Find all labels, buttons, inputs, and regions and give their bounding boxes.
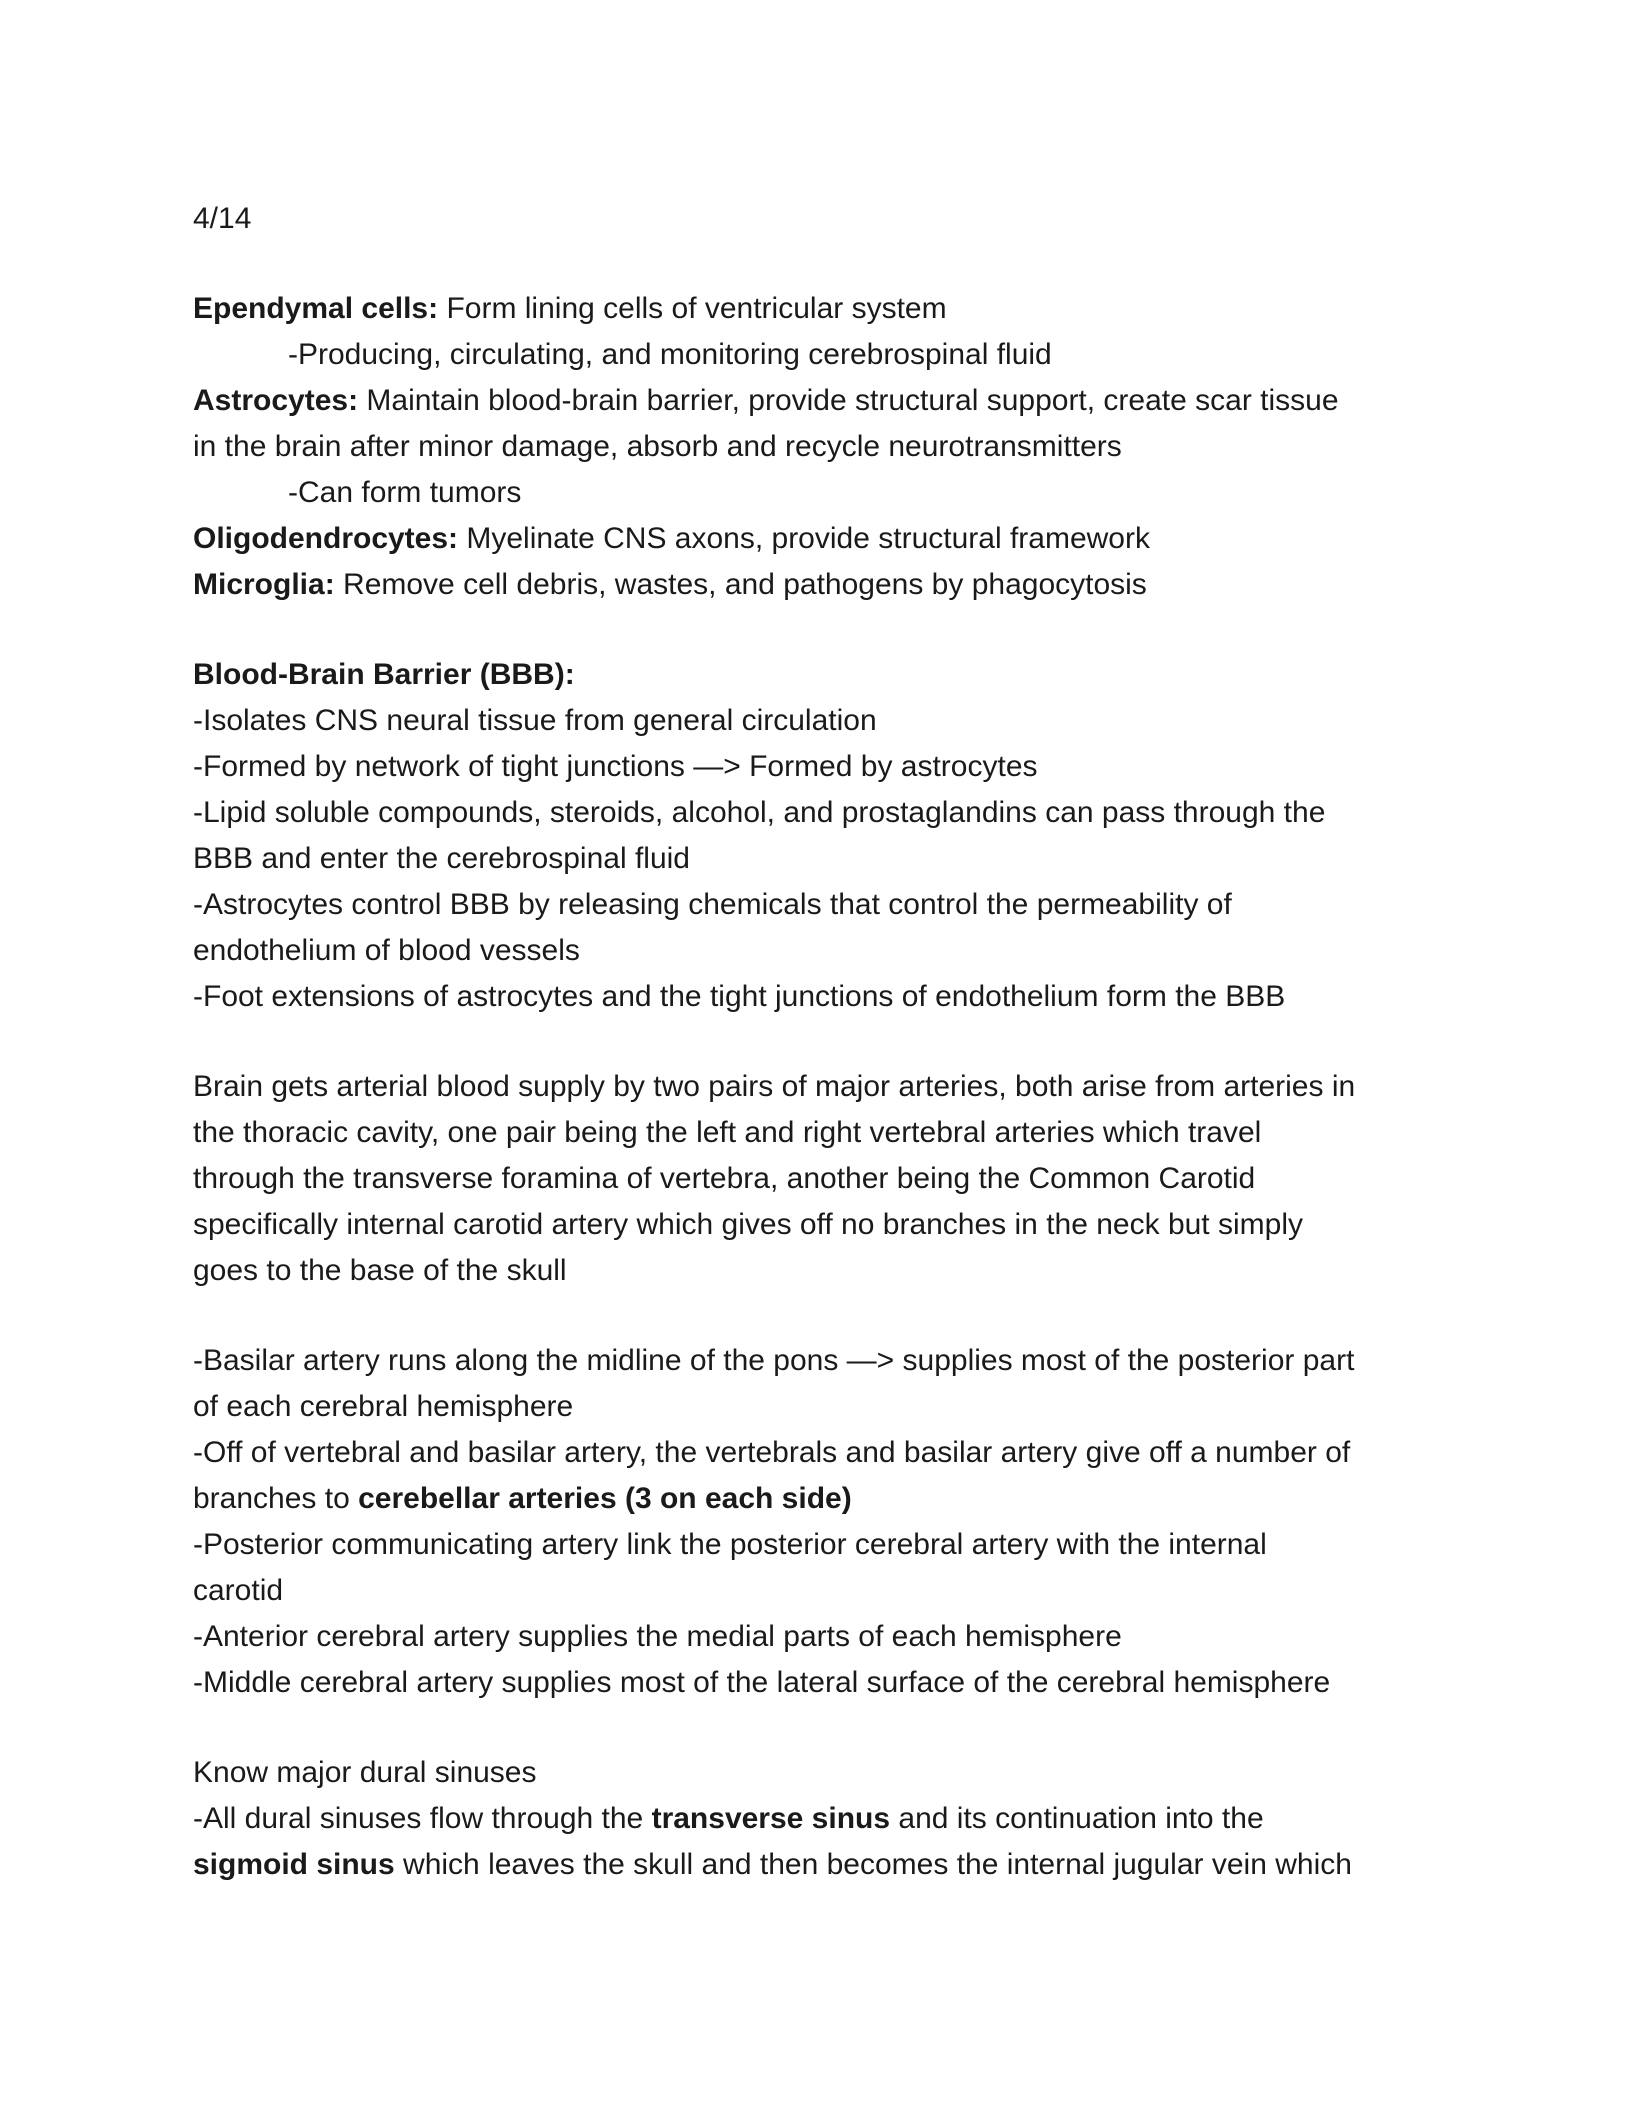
bbb-line: -Astrocytes control BBB by releasing chemicals that control the permeability of: [193, 888, 1232, 921]
artery-text: branches to: [193, 1482, 359, 1515]
artery-line: -Anterior cerebral artery supplies the medial parts of each hemisphere: [193, 1620, 1122, 1653]
astrocytes-line-2: in the brain after minor damage, absorb and recycle neurotransmitters: [193, 430, 1122, 463]
artery-line: carotid: [193, 1574, 284, 1607]
astrocytes-desc: Maintain blood-brain barrier, provide structural support, create scar tissue: [358, 384, 1339, 417]
sinuses-heading: Know major dural sinuses: [193, 1756, 537, 1789]
oligodendrocytes-line: [193, 516, 1493, 562]
bbb-line: -Isolates CNS neural tissue from general circulation: [193, 704, 877, 737]
bbb-heading-text: Blood-Brain Barrier (BBB):: [193, 658, 575, 691]
artery-line: [193, 1476, 1493, 1522]
ependymal-line: [193, 286, 1493, 332]
spacer: [193, 1294, 1493, 1338]
microglia-desc: Remove cell debris, wastes, and pathogens by phagocytosis: [334, 568, 1147, 601]
supply-line: the thoracic cavity, one pair being the left and right vertebral arteries which travel: [193, 1116, 1262, 1149]
bbb-line: -Lipid soluble compounds, steroids, alcohol, and prostaglandins can pass through the: [193, 796, 1326, 829]
sinus-text: and its continuation into the: [890, 1802, 1264, 1835]
artery-line: -Posterior communicating artery link the posterior cerebral artery with the internal: [193, 1528, 1267, 1561]
sinus-line: [193, 1796, 1493, 1842]
bbb-line: BBB and enter the cerebrospinal fluid: [193, 842, 690, 875]
sinus-line: [193, 1842, 1493, 1888]
supply-line: through the transverse foramina of vertebra, another being the Common Carotid: [193, 1162, 1256, 1195]
oligodendrocytes-term: Oligodendrocytes:: [193, 522, 459, 555]
supply-line: goes to the base of the skull: [193, 1254, 567, 1287]
ependymal-sub: -Producing, circulating, and monitoring cerebrospinal fluid: [288, 338, 1052, 371]
microglia-line: [193, 562, 1493, 608]
transverse-sinus-term: transverse sinus: [651, 1802, 891, 1835]
spacer: [193, 242, 1493, 286]
spacer: [193, 608, 1493, 652]
cerebellar-arteries-term: cerebellar arteries (3 on each side): [358, 1482, 852, 1515]
document-page: [193, 196, 1493, 1888]
astrocytes-term: Astrocytes:: [193, 384, 359, 417]
bbb-line: -Foot extensions of astrocytes and the tight junctions of endothelium form the BBB: [193, 980, 1286, 1013]
bbb-heading: [193, 652, 1493, 698]
spacer: [193, 1706, 1493, 1750]
oligodendrocytes-desc: Myelinate CNS axons, provide structural framework: [458, 522, 1150, 555]
ependymal-desc: Form lining cells of ventricular system: [438, 292, 947, 325]
astrocytes-line: [193, 378, 1493, 424]
sinus-text: -All dural sinuses flow through the: [193, 1802, 652, 1835]
supply-line: specifically internal carotid artery which gives off no branches in the neck but simply: [193, 1208, 1303, 1241]
artery-line: of each cerebral hemisphere: [193, 1390, 574, 1423]
sinus-text: which leaves the skull and then becomes the internal jugular vein which: [394, 1848, 1352, 1881]
artery-line: -Off of vertebral and basilar artery, the vertebrals and basilar artery give off a number of: [193, 1436, 1351, 1469]
ependymal-term: Ependymal cells:: [193, 292, 439, 325]
supply-line: Brain gets arterial blood supply by two pairs of major arteries, both arise from arteries in: [193, 1070, 1356, 1103]
artery-line: -Basilar artery runs along the midline of the pons —> supplies most of the posterior part: [193, 1344, 1355, 1377]
spacer: [193, 1020, 1493, 1064]
bbb-line: endothelium of blood vessels: [193, 934, 580, 967]
astrocytes-sub: -Can form tumors: [288, 476, 522, 509]
artery-line: -Middle cerebral artery supplies most of the lateral surface of the cerebral hemisphere: [193, 1666, 1331, 1699]
bbb-line: -Formed by network of tight junctions —> Formed by astrocytes: [193, 750, 1038, 783]
sigmoid-sinus-term: sigmoid sinus: [193, 1848, 395, 1881]
date-header: 4/14: [193, 202, 252, 235]
microglia-term: Microglia:: [193, 568, 335, 601]
